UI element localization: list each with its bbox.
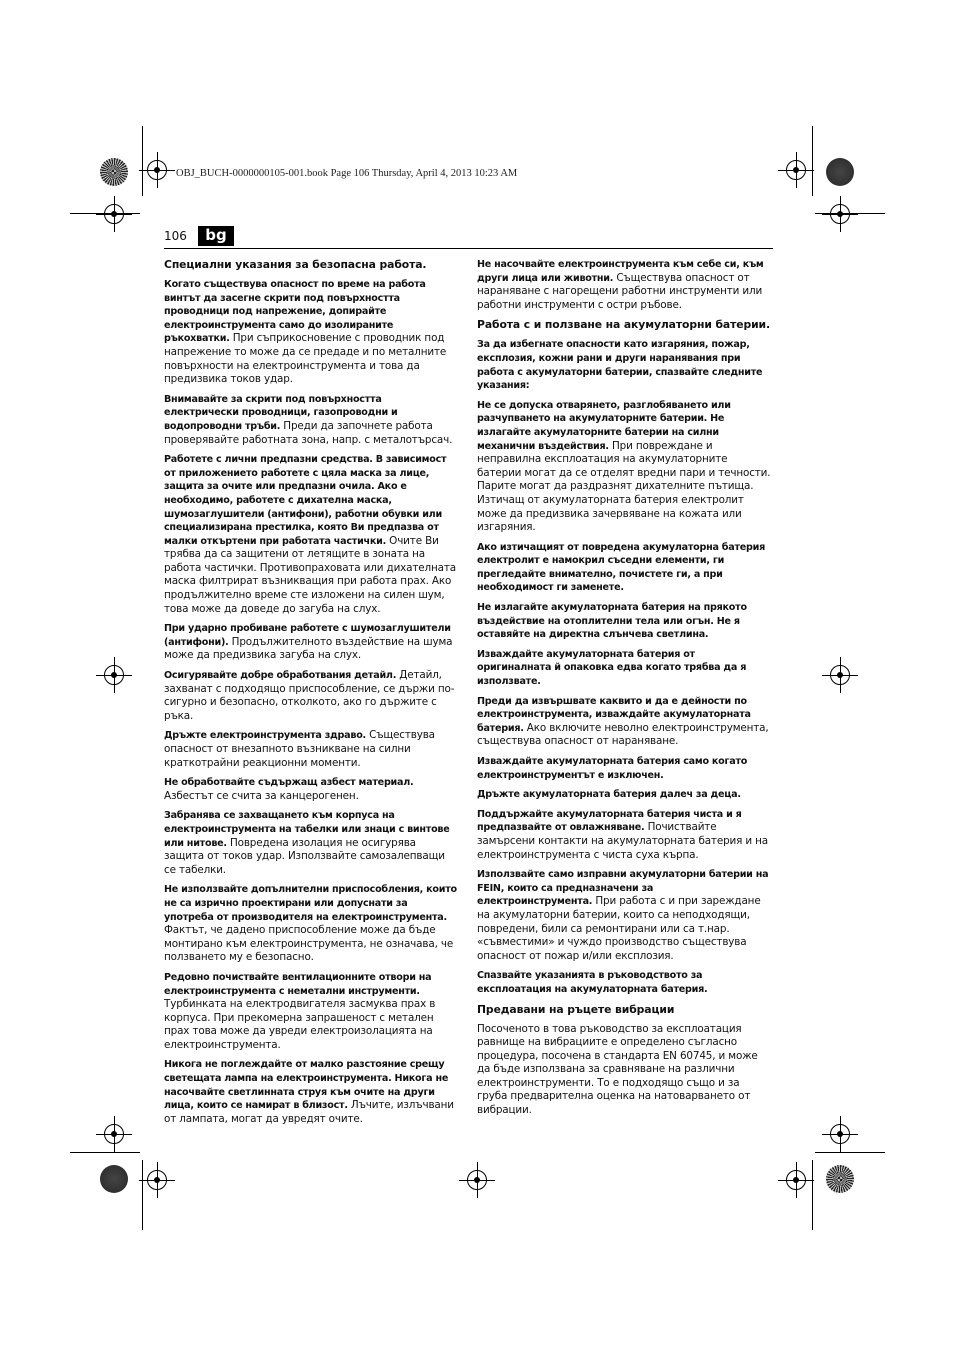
safety-paragraph: Поддържайте акумулаторната батерия чиста и я предпазвайте от овлажняване. Почиствайте замърсени контакти на акумулаторната батерия и на електроинструмента с чиста суха кърпа. [477,808,768,861]
vibration-paragraph: Посоченото в това ръководство за експлоатация равнище на вибрациите е определено съгласно процедура, посочена в стандарта EN 60745, и може да бъде използвана за сравняване на различни електроинструменти. То е подходящо също и за груба предварителна оценка на натоварването от вибрации. [477,1022,758,1117]
section-heading: Специални указания за безопасна работа. [164,258,427,271]
safety-paragraph: За да избегнате опасности като изгаряния, пожар, експлозия, кожни рани и други наранявания при работа с акумулаторни батерии, спазвайте следните указания: [477,339,763,392]
safety-paragraph: Не използвайте допълнителни приспособления, които не са изрично проектирани или допуснати за употреба от производителя на електроинструмента. Фактът, че дадено приспособление може да бъде монтирано към електроинструмента, не означава, че ползването му е безопасно. [164,884,457,964]
language-badge: bg [198,226,234,246]
left-column [164,258,458,1132]
registration-rosette-icon [100,158,128,186]
header-divider [164,248,773,249]
safety-paragraph: Използвайте само изправни акумулаторни батерии на FEIN, които са предназначени за електроинструмента. При работа с и при зареждане на акумулаторни батерии, които са неподходящи, повредени, били са ремонтирани или са т.нар. «съвместими» и чуждо производство съществува опасност от пожар и/или експлозия. [477,869,769,962]
registration-rosette-icon [826,1165,854,1193]
safety-paragraph: Изваждайте акумулаторната батерия от оригиналната й опаковка едва когато трябва да я използвате. [477,648,747,688]
safety-paragraph: Работете с лични предпазни средства. В зависимост от приложението работете с цяла маска за лице, защита за очите или предпазни очила. Ако е необходимо, работете с дихателна маска, шумозаглушители (антифони), работни обувки или специализирана престилка, която Ви предпазва от малки откъртени при работата частички. Очите Ви трябва да са защитени от летящите в зоната на работа частички. Противопраховата или дихателната маска филтрират възникващия при работа прах. Ако продължително време сте изложени на силен шум, това може да доведе до загуба на слух. [164,454,457,615]
registration-rosette-icon [100,1165,128,1193]
safety-paragraph: Не насочвайте електроинструмента към себе си, към други лица или животни. Съществува опасност от нараняване с нагорещени работни инструменти или работни инструменти с остри ръбове. [477,259,764,311]
page-number: 106 [164,229,187,243]
safety-paragraph: При ударно пробиване работете с шумозаглушители (антифони). Продължителното въздействие на шума може да предизвика загуба на слух. [164,623,453,662]
safety-paragraph: Редовно почиствайте вентилационните отвори на електроинструмента с неметални инструменти. Турбинката на електродвигателя засмуква прах в корпуса. При прекомерна запрашеност с метален прах това може да увреди електроизолацията на електроинструмента. [164,971,436,1051]
safety-paragraph: Изваждайте акумулаторната батерия само когато електроинструментът е изключен. [477,756,748,781]
registration-rosette-icon [826,158,854,186]
safety-paragraph: Осигурявайте добре обработвания детайл. Детайл, захванат с подходящо приспособление, се държи по-сигурно и безопасно, отколкото, ако го държите с ръка. [164,669,455,722]
safety-paragraph: Спазвайте указанията в ръководството за експлоатация на акумулаторната батерия. [477,970,708,995]
safety-paragraph: Не излагайте акумулаторната батерия на прякото въздействие на отоплителни тела или огън. Не я оставяйте на директна слънчева светлина. [477,602,747,641]
safety-paragraph: Дръжте електроинструмента здраво. Съществува опасност от внезапното възникване на силни краткотрайни реакционни моменти. [164,729,435,769]
safety-paragraph: Ако изтичащият от повредена акумулаторна батерия електролит е намокрил съседни елементи, ги прегледайте внимателно, почистете ги, а при необходимост ги заменете. [477,541,766,594]
section-heading: Работа с и ползване на акумулаторни батерии. [477,318,771,332]
right-column [477,258,771,1124]
safety-paragraph: Не се допуска отварянето, разглобяването или разчупването на акумулаторните батерии. Не излагайте акумулаторните батерии на силни механични въздействия. При повреждане и неправилна експлоатация на акумулаторните батерии могат да се отделят вредни пари и течности. Парите могат да раздразнят дихателните пътища. Изтичащ от акумулаторната батерия електролит може да предизвика зачервяване на кожата или изгаряния. [477,399,771,534]
safety-paragraph: Когато съществува опасност по време на работа винтът да засегне скрити под повърхността проводници под напрежение, допирайте електроинструмента само до изолираните ръкохватки. При съприкосновение с проводник под напрежение то може да се предаде и по металните повърхности на електроинструмента и това да предизвика токов удар. [164,279,447,386]
safety-paragraph: Преди да извършвате каквито и да е дейности по електроинструмента, изваждайте акумулаторната батерия. Ако включите неволно електроинструмента, съществува опасност от нараняване. [477,695,769,748]
section-heading: Предавани на ръцете вибрации [477,1002,675,1016]
print-info-line: OBJ_BUCH-0000000105-001.book Page 106 Thursday, April 4, 2013 10:23 AM [176,168,518,179]
safety-paragraph: Забранява се захващането към корпуса на електроинструмента на табелки или знаци с винтове или нитове. Повредена изолация не осигурява защита от токов удар. Използвайте самозалепващи се табелки. [164,810,450,876]
safety-paragraph: Никога не поглеждайте от малко разстояние срещу светещата лампа на електроинструмента. Никога не насочвайте светлинната струя към очите на други лица, които се намират в близост. Лъчите, излъчвани от лампата, могат да увредят очите. [164,1059,454,1125]
safety-paragraph: Дръжте акумулаторната батерия далеч за деца. [477,789,741,801]
safety-paragraph: Внимавайте за скрити под повърхността електрически проводници, газопроводни и водопроводни тръби. Преди да започнете работа проверявайте работната зона, напр. с металотърсач. [164,393,453,446]
safety-paragraph: Не обработвайте съдържащ азбест материал. Азбестът се счита за канцерогенен. [164,777,414,802]
